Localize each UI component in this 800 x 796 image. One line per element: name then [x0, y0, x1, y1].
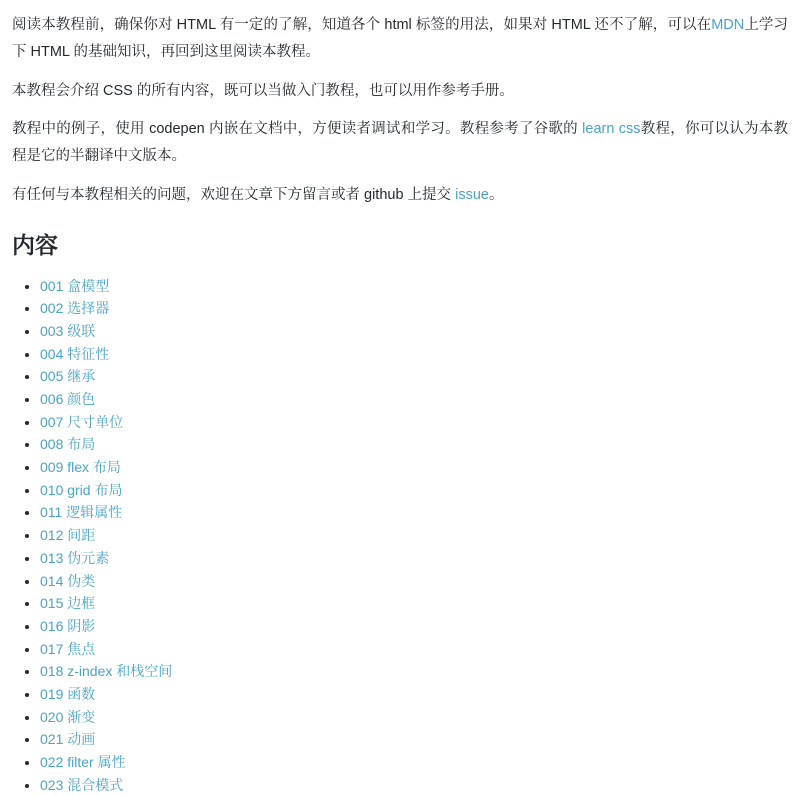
list-item[interactable] — [40, 660, 788, 683]
list-item[interactable] — [40, 479, 788, 502]
list-item[interactable] — [40, 683, 788, 706]
toc-link-009[interactable]: 009 flex 布局 — [40, 459, 121, 476]
list-item[interactable] — [40, 388, 788, 411]
list-item[interactable] — [40, 275, 788, 298]
toc-link-004[interactable]: 004 特征性 — [40, 345, 110, 362]
toc-link-021[interactable]: 021 动画 — [40, 731, 96, 748]
paragraph-text: 。 — [488, 187, 504, 204]
toc-link-011[interactable]: 011 逻辑属性 — [40, 504, 123, 521]
list-item[interactable] — [40, 547, 788, 570]
list-item[interactable] — [40, 592, 788, 615]
list-item[interactable] — [40, 751, 788, 774]
list-item[interactable] — [40, 433, 788, 456]
mdn-link[interactable]: MDN — [711, 17, 745, 33]
list-item[interactable] — [40, 456, 788, 479]
paragraph-text: 教程中的例子，使用 codepen 内嵌在文档中，方便读者调试和学习。教程参考了谷歌的 — [12, 121, 583, 138]
intro-paragraph-1 — [12, 12, 788, 66]
toc-link-022[interactable]: 022 filter 属性 — [40, 753, 126, 770]
list-item[interactable] — [40, 501, 788, 524]
toc-link-001[interactable]: 001 盒模型 — [40, 277, 110, 294]
list-item[interactable] — [40, 320, 788, 343]
list-item[interactable] — [40, 570, 788, 593]
toc-link-020[interactable]: 020 渐变 — [40, 708, 96, 725]
list-item[interactable] — [40, 728, 788, 751]
toc-link-003[interactable]: 003 级联 — [40, 323, 96, 340]
intro-paragraph-4 — [12, 182, 788, 209]
list-item[interactable] — [40, 615, 788, 638]
issue-link[interactable]: issue — [455, 187, 489, 204]
toc-link-010[interactable]: 010 grid 布局 — [40, 481, 123, 498]
list-item[interactable] — [40, 706, 788, 729]
toc-link-005[interactable]: 005 继承 — [40, 368, 96, 385]
list-item[interactable] — [40, 638, 788, 661]
toc-link-018[interactable]: 018 z-index 和栈空间 — [40, 663, 173, 680]
intro-paragraph-2 — [12, 78, 788, 105]
list-item[interactable] — [40, 297, 788, 320]
toc-link-012[interactable]: 012 间距 — [40, 527, 96, 544]
toc-link-017[interactable]: 017 焦点 — [40, 640, 96, 657]
toc-link-023[interactable]: 023 混合模式 — [40, 776, 124, 793]
list-item[interactable] — [40, 524, 788, 547]
list-item[interactable] — [40, 343, 788, 366]
paragraph-text: 教程，你可以认为本教程是它的半翻译中文版本。 — [12, 121, 789, 165]
toc-link-007[interactable]: 007 尺寸单位 — [40, 413, 124, 430]
paragraph-text: 本教程会介绍 CSS 的所有内容，既可以当做入门教程，也可以用作参考手册。 — [12, 82, 514, 99]
toc-link-015[interactable]: 015 边框 — [40, 595, 96, 612]
list-item[interactable] — [40, 774, 788, 796]
toc-link-014[interactable]: 014 伪类 — [40, 572, 96, 589]
toc-link-008[interactable]: 008 布局 — [40, 436, 96, 453]
toc-link-013[interactable]: 013 伪元素 — [40, 549, 110, 566]
contents-heading: 内容 — [12, 231, 58, 258]
paragraph-text: 阅读本教程前，确保你对 HTML 有一定的了解，知道各个 html 标签的用法，如果对 HTML 还不了解，可以在 — [12, 17, 712, 33]
table-of-contents — [12, 275, 788, 796]
learn-css-link[interactable]: learn css — [582, 121, 641, 138]
paragraph-text: 有任何与本教程相关的问题，欢迎在文章下方留言或者 github 上提交 — [12, 187, 456, 204]
paragraph-text: 上学习下 HTML 的基础知识，再回到这里阅读本教程。 — [12, 17, 789, 60]
toc-link-016[interactable]: 016 阴影 — [40, 617, 96, 634]
list-item[interactable] — [40, 411, 788, 434]
toc-link-006[interactable]: 006 颜色 — [40, 391, 96, 408]
list-item[interactable] — [40, 365, 788, 388]
toc-link-002[interactable]: 002 选择器 — [40, 300, 110, 317]
intro-paragraph-3 — [12, 116, 788, 170]
toc-link-019[interactable]: 019 函数 — [40, 685, 96, 702]
